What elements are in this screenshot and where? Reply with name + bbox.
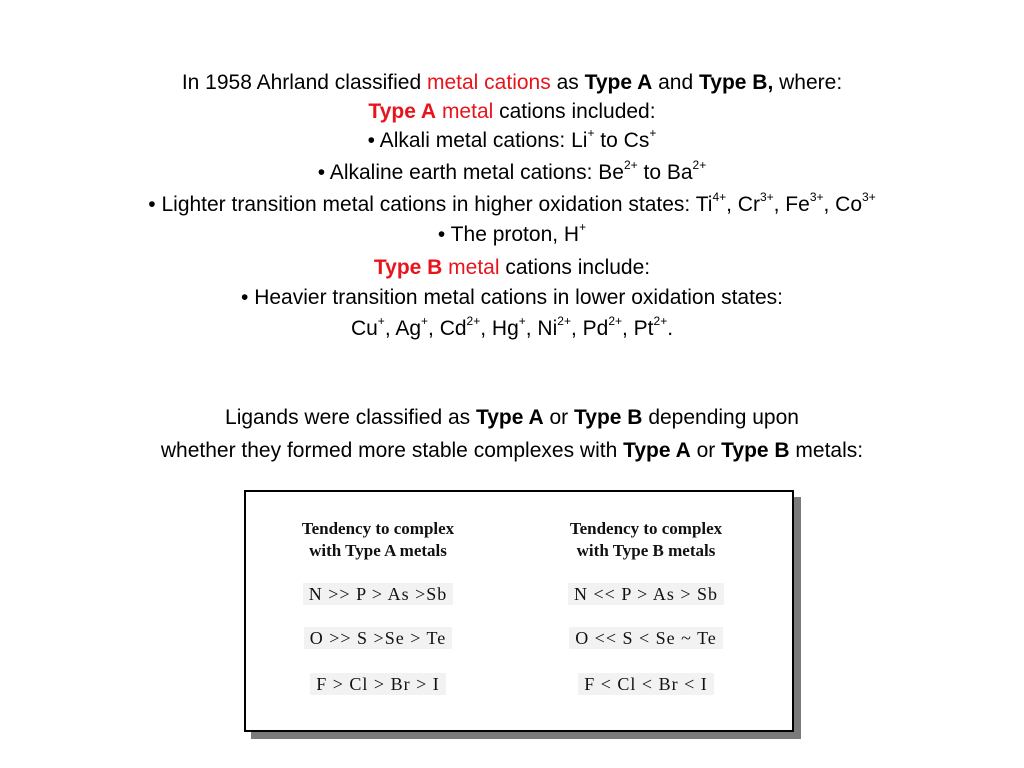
text: , Pd — [570, 317, 609, 340]
type-a-bold: Type A — [475, 406, 544, 429]
text: • The proton, H — [437, 223, 580, 246]
text: • Alkali metal cations: Li — [367, 129, 588, 152]
text: depending upon — [642, 406, 799, 429]
column-heading — [536, 518, 756, 562]
text: , Ag — [384, 317, 422, 340]
type-a-bold: Type A — [623, 439, 691, 462]
charge: 2+ — [557, 314, 571, 328]
text: • Lighter transition metal cations in higher oxidation states: Ti — [148, 193, 713, 216]
charge: 4+ — [712, 190, 727, 204]
text: to Ba — [637, 161, 693, 184]
text: In 1958 Ahrland classified — [181, 71, 427, 94]
series-n: N << P > As > Sb — [568, 583, 724, 605]
text: or — [690, 439, 722, 462]
type-a-column — [268, 518, 488, 694]
charge: 2+ — [623, 158, 638, 172]
heading-line: Tendency to complex — [569, 519, 723, 538]
ligands-line-1 — [0, 405, 1024, 431]
text: Ligands were classified as — [225, 406, 476, 429]
text: or — [543, 406, 575, 429]
bullet-alkaline-earth — [0, 160, 1024, 186]
bullet-proton — [0, 222, 1024, 248]
bullet-lighter-transition — [0, 192, 1024, 218]
text: and — [652, 71, 699, 94]
text: , Fe — [773, 193, 810, 216]
text: metals: — [789, 439, 864, 462]
series-o: O << S < Se ~ Te — [569, 627, 723, 649]
type-b-label: Type B — [373, 256, 443, 279]
ligands-line-2 — [0, 438, 1024, 464]
charge: 2+ — [653, 314, 668, 328]
series-halogen: F > Cl > Br > I — [310, 673, 445, 695]
table-row — [536, 628, 756, 649]
bullet-heavier-transition: • Heavier transition metal cations in lower oxidation states: — [241, 286, 783, 309]
column-heading — [268, 518, 488, 562]
text: . — [667, 317, 674, 340]
metal-label: metal — [436, 100, 494, 123]
text: where: — [773, 71, 843, 94]
type-a-label: Type A — [368, 100, 437, 123]
heavier-cation-list — [0, 316, 1024, 342]
heading-line: Tendency to complex — [301, 519, 455, 538]
text: • Alkaline earth metal cations: Be — [317, 161, 624, 184]
text: to Cs — [594, 129, 650, 152]
type-a-bold: Type A — [584, 71, 653, 94]
charge: + — [377, 314, 385, 328]
type-b-bold: Type B — [721, 439, 790, 462]
text: as — [550, 71, 585, 94]
type-b-bold: Type B, — [699, 71, 774, 94]
table-row — [536, 674, 756, 695]
charge: + — [518, 314, 526, 328]
text: cations include: — [499, 256, 651, 279]
text: , Ni — [525, 317, 558, 340]
table-row — [268, 674, 488, 695]
charge: 2+ — [608, 314, 622, 328]
metal-label: metal — [442, 256, 500, 279]
intro-line — [0, 70, 1024, 96]
table-row — [268, 628, 488, 649]
type-b-column — [536, 518, 756, 694]
series-n: N >> P > As >Sb — [303, 583, 453, 605]
text: Cu — [350, 317, 378, 340]
table-row — [268, 584, 488, 605]
text: whether they formed more stable complexes with — [160, 439, 624, 462]
text: , Hg — [480, 317, 519, 340]
series-halogen: F < Cl < Br < I — [578, 673, 713, 695]
charge: + — [587, 126, 595, 140]
charge: 2+ — [692, 158, 707, 172]
heading-line: with Type B metals — [576, 541, 716, 560]
text: cations included: — [493, 100, 656, 123]
ligand-tendency-table — [244, 490, 794, 732]
type-b-bold: Type B — [574, 406, 643, 429]
charge: 3+ — [759, 190, 774, 204]
series-o: O >> S >Se > Te — [304, 627, 453, 649]
charge: 3+ — [809, 190, 824, 204]
text: , Cr — [726, 193, 760, 216]
table-row — [536, 584, 756, 605]
charge: + — [579, 220, 587, 234]
type-b-heading — [0, 255, 1024, 281]
charge: 2+ — [466, 314, 481, 328]
type-a-heading — [0, 99, 1024, 125]
bullet-alkali — [0, 128, 1024, 154]
charge: + — [649, 126, 657, 140]
charge: + — [421, 314, 429, 328]
text: , Cd — [428, 317, 467, 340]
heading-line: with Type A metals — [309, 541, 447, 560]
charge: 3+ — [862, 190, 876, 204]
highlight-metal-cations: metal cations — [427, 71, 551, 94]
text: , Pt — [622, 317, 654, 340]
text: , Co — [823, 193, 863, 216]
